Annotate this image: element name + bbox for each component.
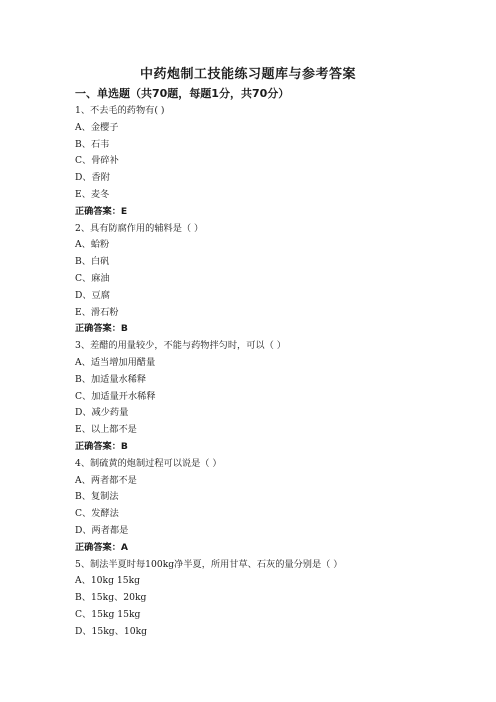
option-c: C、骨碎补: [75, 155, 119, 167]
option-a: A、两者都不是: [75, 474, 137, 486]
option-e: E、麦冬: [75, 188, 110, 200]
correct-answer: 正确答案：B: [75, 323, 128, 335]
option-d: D、豆腐: [75, 289, 110, 301]
option-b: B、加适量水稀释: [75, 373, 147, 385]
option-d: D、减少药量: [75, 407, 129, 419]
question-block: [75, 221, 435, 339]
question-block: [75, 557, 435, 641]
question-block: [75, 103, 435, 221]
correct-answer: 正确答案：E: [75, 205, 128, 217]
option-d: D、两者都是: [75, 524, 129, 536]
document-title: 中药炮制工技能练习题库与参考答案: [139, 67, 356, 82]
option-a: A、金樱子: [75, 121, 119, 133]
question-block: [75, 338, 435, 456]
question-stem: 2、具有防腐作用的辅料是（ ）: [75, 222, 204, 234]
option-c: C、15kg 15kg: [75, 608, 141, 620]
question-stem: 3、差醋的用量较少，不能与药物拌匀时，可以（ ）: [75, 340, 286, 352]
option-e: E、以上都不是: [75, 424, 137, 436]
option-c: C、加适量开水稀释: [75, 390, 156, 402]
option-c: C、发酵法: [75, 508, 119, 520]
option-a: A、蛤粉: [75, 239, 110, 251]
option-a: A、10kg 15kg: [75, 575, 141, 587]
option-e: E、滑石粉: [75, 306, 119, 318]
option-d: D、香附: [75, 172, 110, 184]
option-b: B、白矾: [75, 256, 110, 268]
question-stem: 4、制硫黄的炮制过程可以说是（ ）: [75, 457, 222, 469]
question-block: [75, 456, 435, 557]
correct-answer: 正确答案：B: [75, 440, 128, 452]
section-heading: 一、单选题（共70题，每题1分，共70分）: [75, 87, 290, 100]
option-b: B、石韦: [75, 138, 110, 150]
option-b: B、复制法: [75, 491, 119, 503]
option-b: B、15kg、20kg: [75, 592, 147, 604]
correct-answer: 正确答案：A: [75, 541, 129, 553]
question-list: [75, 103, 435, 641]
option-c: C、麻油: [75, 272, 110, 284]
question-stem: 1、不去毛的药物有( ): [75, 105, 165, 116]
option-d: D、15kg、10kg: [75, 625, 148, 637]
option-a: A、适当增加用醋量: [75, 356, 156, 368]
question-stem: 5、制法半夏时每100kg净半夏，所用甘草、石灰的量分别是（ ）: [75, 558, 343, 570]
